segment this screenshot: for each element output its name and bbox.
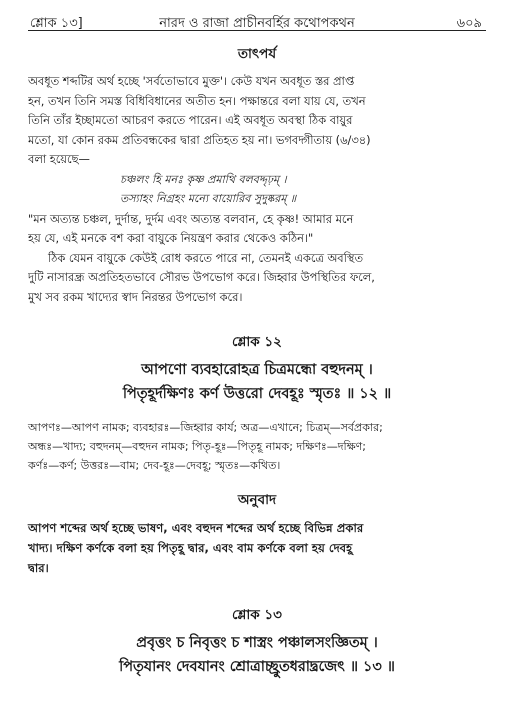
translation-line: দ্বার।: [28, 561, 49, 575]
header-page-number: ৬০৯: [456, 16, 482, 31]
word-meaning-line: অন্ধঃ—খাদ্য; বহুদনম্—বহুদন নামক; পিতৃ-হূঃ—পিতৃহূ নামক; দক্ষিণঃ—দক্ষিণ;: [28, 440, 366, 453]
text-line: বলা হয়েছে—: [28, 152, 90, 166]
quote-line: চঞ্চলং হি মনঃ কৃষ্ণ প্রমাথি বলবদ্দৃঢ়ম্ ।: [120, 172, 287, 186]
word-meaning-line: কর্ণঃ—কর্ণ; উত্তরঃ—বাম; দেব-হূঃ—দেবহূ; স্মৃতঃ—কথিত।: [28, 459, 281, 472]
verse-12-heading: শ্লোক ১২: [232, 334, 282, 350]
verse-12-word-meanings: [28, 418, 486, 475]
verse-13-sanskrit: [28, 631, 486, 679]
translation-heading: অনুবাদ: [237, 492, 277, 508]
quote-line: তস্যাহং নিগ্রহং মন্যে বায়োরিব সুদুষ্করম্ ॥: [120, 191, 297, 205]
sanskrit-line: পিতৃযানং দেবযানং শ্রোত্রাচ্ছ্রুতধরাদ্ব্রজেৎ ॥ ১৩ ॥: [119, 659, 395, 675]
sanskrit-line: প্রবৃত্তং চ নিবৃত্তং চ শাস্ত্রং পঞ্চালসংজ্ঞিতম্ ।: [136, 635, 378, 651]
text-line: ঠিক যেমন বায়ুকে কেউই রোধ করতে পারে না, তেমনই একত্রে অবস্থিত: [48, 250, 363, 265]
translation-line: খাদ্য। দক্ষিণ কর্ণকে বলা হয় পিতৃহূ দ্বার, এবং বাম কর্ণকে বলা হয় দেবহূ: [28, 541, 353, 555]
text-line: অবধূত শব্দটির অর্থ হচ্ছে 'সর্বতোভাবে মুক্ত'। কেউ যখন অবধূত স্তর প্রাপ্ত: [28, 74, 355, 88]
translation-line: আপণ শব্দের অর্থ হচ্ছে ভাষণ, এবং বহুদন শব্দের অর্থ হচ্ছে বিভিন্ন প্রকার: [28, 521, 364, 535]
verse-13-heading: শ্লোক ১৩: [232, 607, 282, 623]
verse-12-translation: [28, 518, 486, 578]
sanskrit-line: আপণো ব্যবহারোহত্র চিত্রমন্ধো বহুদনম্ ।: [141, 362, 373, 378]
text-line: মুখ সব রকম খাদ্যের স্বাদ নিরন্তর উপভোগ করে।: [28, 289, 243, 304]
running-header: [28, 8, 486, 31]
sanskrit-line: পিতৃহূর্দক্ষিণঃ কর্ণ উত্তরো দেবহূঃ স্মৃতঃ ॥ ১২ ॥: [122, 386, 392, 402]
purport-heading: তাৎপর্য: [237, 46, 277, 62]
text-line: মতো, যা কোন রকম প্রতিবন্ধকের দ্বারা প্রতিহত হয় না। ভগবদ্গীতায় (৬/৩৪): [28, 132, 371, 147]
purport-paragraph-2: [28, 210, 486, 249]
word-meaning-line: আপণঃ—আপণ নামক; ব্যবহারঃ—জিহ্বার কার্য; অত্র—এখানে; চিত্রম্—সর্বপ্রকার;: [28, 421, 383, 434]
text-line: হয় যে, এই মনকে বশ করা বায়ুকে নিয়ন্ত্রণ করার থেকেও কঠিন।": [28, 231, 314, 245]
text-line: দুটি নাসারন্ধ্র অপ্রতিহতভাবে সৌরভ উপভোগ করে। জিহ্বার উপস্থিতির ফলে,: [28, 270, 375, 284]
purport-paragraph-1: [28, 72, 486, 170]
text-line: "মন অত্যন্ত চঞ্চল, দুর্দান্ত, দুর্দম এবং অত্যন্ত বলবান, হে কৃষ্ণ! আমার মনে: [28, 211, 354, 226]
purport-paragraph-3: [28, 249, 486, 308]
gita-quote: [28, 170, 486, 208]
header-chapter-title: নারদ ও রাজা প্রাচীনবর্হির কথোপকথন: [159, 16, 355, 31]
header-verse-ref: শ্লোক ১৩]: [30, 16, 83, 31]
verse-12-sanskrit: [28, 358, 486, 406]
text-line: হন, তখন তিনি সমস্ত বিধিবিধানের অতীত হন। পক্ষান্তরে বলা যায় যে, তখন: [28, 93, 366, 108]
text-line: তিনি তাঁর ইচ্ছামতো আচরণ করতে পারেন। এই অবধূত অবস্থা ঠিক বায়ুর: [28, 113, 353, 127]
